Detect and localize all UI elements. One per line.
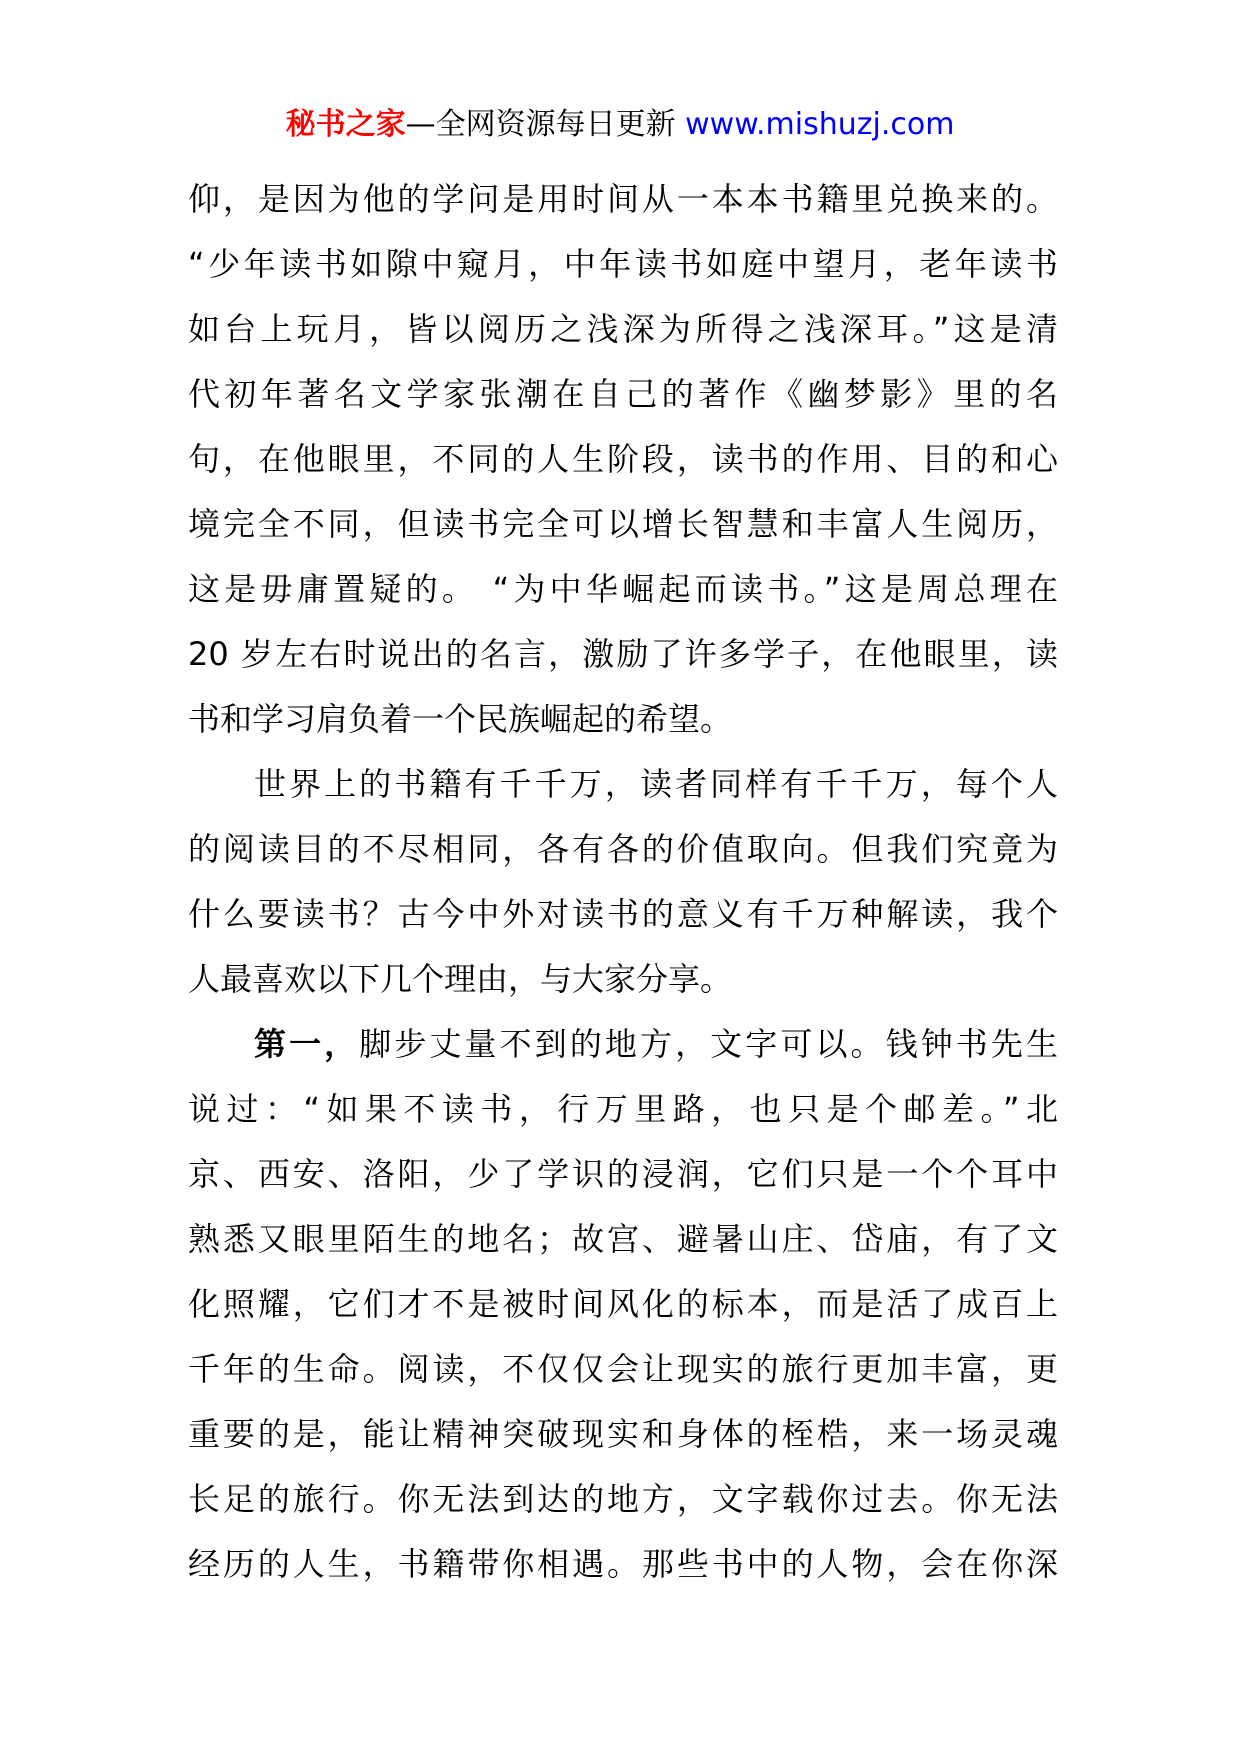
text-line: 20 岁左右时说出的名言，激励了许多学子，在他眼里，读 [188, 635, 1058, 673]
text-line: 的阅读目的不尽相同，各有各的价值取向。但我们究竟为 [188, 830, 1058, 868]
text-line: 经历的人生，书籍带你相遇。那些书中的人物，会在你深 [188, 1545, 1058, 1583]
text-line: 说过：“如果不读书，行万里路，也只是个邮差。”北 [188, 1090, 1058, 1128]
text-line: “少年读书如隙中窥月，中年读书如庭中望月，老年读书 [188, 245, 1058, 283]
text-line: 京、西安、洛阳，少了学识的浸润，它们只是一个个耳中 [188, 1155, 1058, 1193]
text-line: 什么要读书？古今中外对读书的意义有千万种解读，我个 [188, 895, 1058, 933]
text-line: 重要的是，能让精神突破现实和身体的桎梏，来一场灵魂 [188, 1415, 1058, 1453]
page-header [0, 105, 1240, 145]
brand-name: 秘书之家 [285, 107, 406, 142]
text-line: 熟悉又眼里陌生的地名；故宫、避暑山庄、岱庙，有了文 [188, 1220, 1058, 1258]
section-lead-text: 脚步丈量不到的地方，文字可以。钱钟书先生 [359, 1025, 1058, 1063]
header-tagline: —全网资源每日更新 [405, 107, 676, 142]
text-line: 书和学习肩负着一个民族崛起的希望。 [188, 700, 733, 738]
article-body [188, 167, 1058, 1597]
text-line: 化照耀，它们才不是被时间风化的标本，而是活了成百上 [188, 1285, 1058, 1323]
section-ordinal: 第一， [254, 1025, 360, 1063]
text-line: 这是毋庸置疑的。 “为中华崛起而读书。”这是周总理在 [188, 570, 1058, 608]
text-line: 千年的生命。阅读，不仅仅会让现实的旅行更加丰富，更 [188, 1350, 1058, 1388]
text-line: 人最喜欢以下几个理由，与大家分享。 [188, 960, 733, 998]
text-line: 如台上玩月，皆以阅历之浅深为所得之浅深耳。”这是清 [188, 310, 1058, 348]
text-line: 句，在他眼里，不同的人生阶段，读书的作用、目的和心 [188, 440, 1058, 478]
text-line-with-heading [188, 1012, 1058, 1077]
text-line: 仰，是因为他的学问是用时间从一本本书籍里兑换来的。 [188, 180, 1058, 218]
text-line: 世界上的书籍有千千万，读者同样有千千万，每个人 [254, 765, 1058, 803]
text-line: 长足的旅行。你无法到达的地方，文字载你过去。你无法 [188, 1480, 1058, 1518]
site-url-link[interactable]: www.mishuzj.com [685, 107, 955, 142]
text-line: 代初年著名文学家张潮在自己的著作《幽梦影》里的名 [188, 375, 1058, 413]
text-line: 境完全不同，但读书完全可以增长智慧和丰富人生阅历， [188, 505, 1058, 543]
